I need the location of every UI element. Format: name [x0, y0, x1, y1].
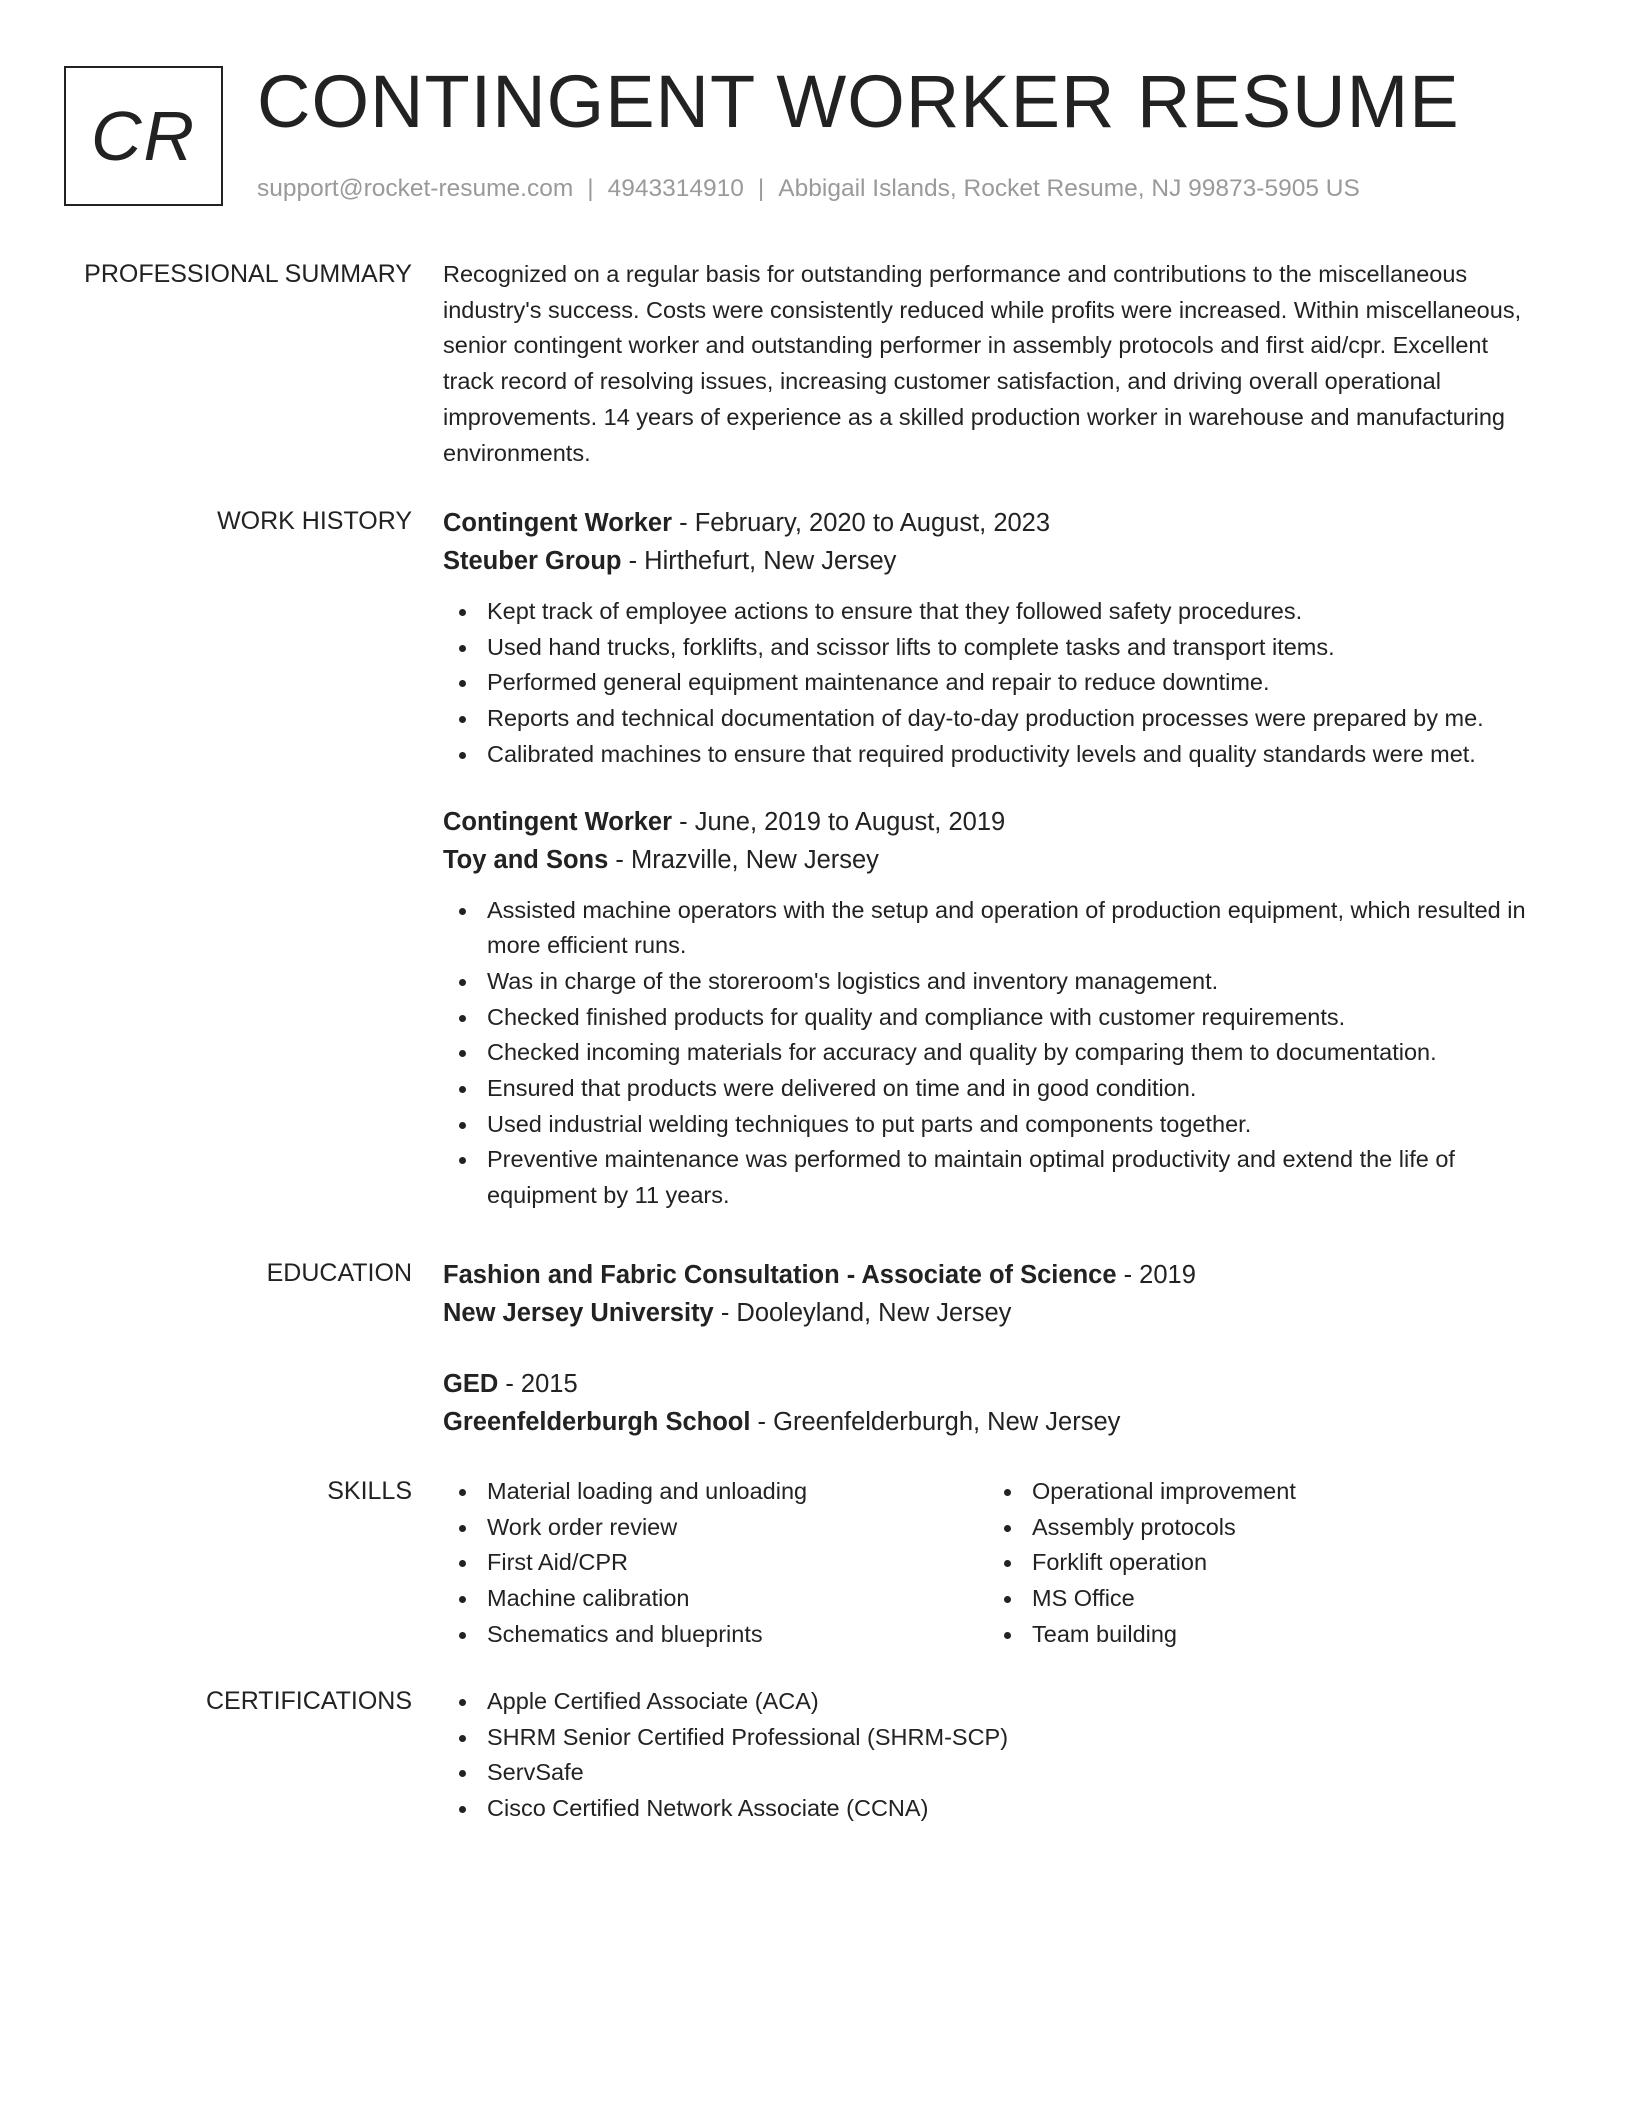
- job-bullet: Checked incoming materials for accuracy and quality by comparing them to documentation.: [443, 1035, 1533, 1071]
- section-title-education: EDUCATION: [266, 1259, 412, 1287]
- job-bullet: Kept track of employee actions to ensure that they followed safety procedures.: [443, 594, 1533, 630]
- job-entry: [443, 504, 1533, 773]
- skill-item: Schematics and blueprints: [443, 1617, 988, 1653]
- job-location: - Hirthefurt, New Jersey: [621, 547, 897, 575]
- monogram-text: CR: [90, 97, 197, 175]
- contact-separator: |: [757, 175, 765, 202]
- education-school: Greenfelderburgh School: [443, 1408, 751, 1436]
- job-company-line: [443, 841, 1533, 879]
- education-year: - 2019: [1116, 1261, 1196, 1289]
- skill-item: Machine calibration: [443, 1581, 988, 1617]
- job-entry: [443, 803, 1533, 1214]
- job-bullets: [443, 893, 1533, 1214]
- contact-email[interactable]: support@rocket-resume.com: [257, 175, 574, 202]
- education-school: New Jersey University: [443, 1299, 714, 1327]
- certification-item: Cisco Certified Network Associate (CCNA): [443, 1791, 1533, 1827]
- job-role: Contingent Worker: [443, 509, 673, 537]
- job-company-line: [443, 542, 1533, 580]
- skills-body: [443, 1474, 1533, 1653]
- summary-text: Recognized on a regular basis for outstanding performance and contributions to the miscellaneous industry's success. Costs were consistently reduced while profits were increased. Within miscellaneous, senior contingent worker and outstanding performer in assembly protocols and first aid/cpr. Excellent track record of resolving issues, increasing customer satisfaction, and driving overall operational improvements. 14 years of experience as a skilled production worker in warehouse and manufacturing environments.: [443, 261, 1522, 466]
- certifications-list: [443, 1684, 1533, 1827]
- job-bullet: Used hand trucks, forklifts, and scissor lifts to complete tasks and transport items.: [443, 630, 1533, 666]
- education-entry: [443, 1256, 1533, 1332]
- skill-item: First Aid/CPR: [443, 1545, 988, 1581]
- section-title-skills: SKILLS: [327, 1477, 412, 1505]
- education-school-line: [443, 1403, 1533, 1441]
- education-school-line: [443, 1294, 1533, 1332]
- education-body: [443, 1256, 1533, 1441]
- job-title-line: [443, 803, 1533, 841]
- section-title-work: WORK HISTORY: [217, 507, 412, 535]
- skill-item: Material loading and unloading: [443, 1474, 988, 1510]
- job-bullet: Assisted machine operators with the setup and operation of production equipment, which resulted in more efficient runs.: [443, 893, 1533, 964]
- education-degree-line: [443, 1256, 1533, 1294]
- job-bullet: Ensured that products were delivered on time and in good condition.: [443, 1071, 1533, 1107]
- job-dates: - June, 2019 to August, 2019: [672, 807, 1006, 836]
- job-company: Toy and Sons: [443, 845, 609, 874]
- contact-phone[interactable]: 4943314910: [607, 175, 744, 202]
- education-degree-line: [443, 1365, 1533, 1403]
- job-bullets: [443, 594, 1533, 773]
- job-bullet: Reports and technical documentation of day-to-day production processes were prepared by me.: [443, 701, 1533, 737]
- section-title-certifications: CERTIFICATIONS: [205, 1687, 412, 1715]
- certification-item: SHRM Senior Certified Professional (SHRM-SCP): [443, 1720, 1533, 1756]
- job-bullet: Checked finished products for quality and compliance with customer requirements.: [443, 1000, 1533, 1036]
- education-year: - 2015: [498, 1370, 578, 1398]
- job-dates: - February, 2020 to August, 2023: [672, 509, 1051, 537]
- contact-separator: |: [587, 175, 594, 202]
- work-body: [443, 504, 1533, 1214]
- skills-grid: [443, 1474, 1533, 1653]
- contact-line: [257, 172, 1360, 206]
- education-location: - Dooleyland, New Jersey: [713, 1299, 1012, 1327]
- skill-item: Work order review: [443, 1510, 988, 1546]
- job-bullet: Calibrated machines to ensure that required productivity levels and quality standards were met.: [443, 737, 1533, 773]
- skill-item: Team building: [988, 1617, 1533, 1653]
- job-location: - Mrazville, New Jersey: [608, 845, 879, 874]
- education-degree: Fashion and Fabric Consultation - Associate of Science: [443, 1261, 1117, 1289]
- job-bullet: Preventive maintenance was performed to maintain optimal productivity and extend the life of equipment by 11 years.: [443, 1142, 1533, 1213]
- skills-list-left: [443, 1474, 988, 1653]
- education-location: - Greenfelderburgh, New Jersey: [750, 1408, 1121, 1436]
- contact-address: Abbigail Islands, Rocket Resume, NJ 99873-5905 US: [778, 175, 1360, 202]
- skill-item: MS Office: [988, 1581, 1533, 1617]
- section-title-summary: PROFESSIONAL SUMMARY: [84, 260, 412, 288]
- education-entry: [443, 1365, 1533, 1441]
- job-role: Contingent Worker: [443, 807, 673, 836]
- job-bullet: Used industrial welding techniques to put parts and components together.: [443, 1107, 1533, 1143]
- summary-body: [443, 257, 1533, 471]
- skill-item: Operational improvement: [988, 1474, 1533, 1510]
- certification-item: Apple Certified Associate (ACA): [443, 1684, 1533, 1720]
- monogram-logo: [64, 66, 223, 206]
- skill-item: Assembly protocols: [988, 1510, 1533, 1546]
- certification-item: ServSafe: [443, 1755, 1533, 1791]
- job-company: Steuber Group: [443, 547, 622, 575]
- job-bullet: Performed general equipment maintenance and repair to reduce downtime.: [443, 665, 1533, 701]
- education-degree: GED: [443, 1370, 499, 1398]
- resume-title: CONTINGENT WORKER RESUME: [257, 60, 1460, 143]
- skills-list-right: [988, 1474, 1533, 1653]
- skill-item: Forklift operation: [988, 1545, 1533, 1581]
- certifications-body: [443, 1684, 1533, 1827]
- job-title-line: [443, 504, 1533, 542]
- job-bullet: Was in charge of the storeroom's logistics and inventory management.: [443, 964, 1533, 1000]
